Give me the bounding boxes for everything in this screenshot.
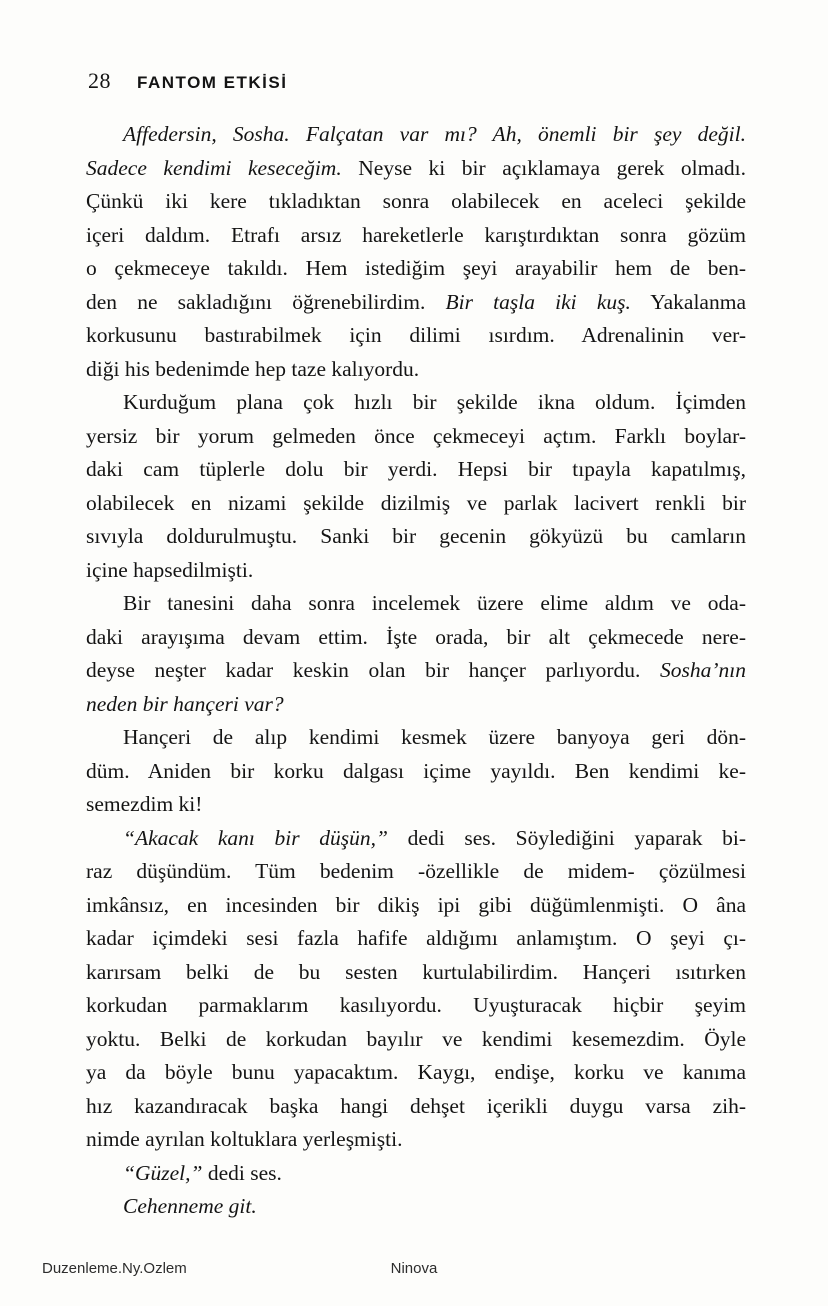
text-segment: daki arayışıma devam ettim. İşte orada, bir alt çekmecede nere- — [86, 624, 746, 649]
paragraph — [86, 587, 746, 721]
text-line — [86, 721, 746, 755]
text-line — [86, 118, 746, 152]
paragraph — [86, 386, 746, 587]
text-segment: korkudan parmaklarım kasılıyordu. Uyuşturacak hiçbir şeyim — [86, 993, 746, 1017]
text-segment: nimde ayrılan koltuklara yerleşmişti. — [86, 1127, 403, 1151]
body-text — [86, 118, 746, 1224]
italic-text-segment: Cehenneme git. — [123, 1194, 257, 1218]
italic-text-segment: Sadece kendimi keseceğim. — [86, 155, 342, 180]
text-line — [86, 1056, 746, 1090]
text-line — [86, 1190, 746, 1224]
italic-text-segment: Bir taşla iki kuş. — [445, 289, 631, 314]
text-line — [86, 755, 746, 789]
text-line — [86, 1123, 746, 1157]
text-line — [86, 286, 746, 320]
footer-watermark-center: Ninova — [390, 1260, 438, 1277]
text-segment: Yakalanma — [630, 289, 746, 314]
italic-text-segment: “Akacak kanı bir düşün,” — [123, 825, 388, 850]
text-line — [86, 621, 746, 655]
text-segment: o çekmeceye takıldı. Hem istediğim şeyi arayabilir hem de ben- — [86, 256, 746, 280]
text-segment: karırsam belki de bu sesten kurtulabilirdim. Hançeri ısıtırken — [86, 959, 746, 984]
text-line — [86, 520, 746, 554]
italic-text-segment: Sosha’nın — [660, 658, 746, 682]
text-segment: yersiz bir yorum gelmeden önce çekmeceyi açtım. Farklı boylar- — [86, 423, 746, 448]
text-segment: semezdim ki! — [86, 792, 203, 816]
text-segment: Kurduğum plana çok hızlı bir şekilde ikna oldum. İçimden — [123, 390, 746, 414]
page-number: 28 — [88, 68, 111, 93]
text-line — [86, 453, 746, 487]
text-line — [86, 654, 746, 688]
text-line — [86, 822, 746, 856]
text-segment: Hançeri de alıp kendimi kesmek üzere banyoya geri dön- — [123, 725, 746, 749]
text-segment: diği his bedenimde hep taze kalıyordu. — [86, 356, 420, 381]
text-segment: deyse neşter kadar keskin olan bir hançer parlıyordu. — [86, 658, 660, 682]
text-line — [86, 219, 746, 253]
text-segment: içine hapsedilmişti. — [86, 557, 254, 582]
italic-text-segment: Affedersin, Sosha. Falçatan var mı? Ah, önemli bir şey değil. — [123, 122, 746, 146]
text-line — [86, 989, 746, 1023]
text-line — [86, 487, 746, 521]
text-line — [86, 688, 746, 722]
footer-watermark-left: Duzenleme.Ny.Ozlem — [42, 1260, 187, 1277]
text-line — [86, 252, 746, 286]
text-line — [86, 152, 746, 186]
text-segment: hız kazandıracak başka hangi dehşet içerikli duygu varsa zih- — [86, 1093, 746, 1118]
text-line — [86, 353, 746, 387]
text-segment: düm. Aniden bir korku dalgası içime yayıldı. Ben kendimi ke- — [86, 758, 746, 783]
paragraph — [86, 822, 746, 1157]
text-segment: den ne sakladığını öğrenebilirdim. — [86, 289, 446, 314]
text-line — [86, 956, 746, 990]
text-line — [86, 554, 746, 588]
text-line — [86, 185, 746, 219]
paragraph — [86, 1190, 746, 1224]
text-segment: dedi ses. — [202, 1160, 282, 1185]
text-line — [86, 319, 746, 353]
paragraph — [86, 118, 746, 386]
text-segment: daki cam tüplerle dolu bir yerdi. Hepsi bir tıpayla kapatılmış, — [86, 457, 746, 481]
paragraph — [86, 1157, 746, 1191]
italic-text-segment: “Güzel,” — [123, 1160, 203, 1185]
text-line — [86, 922, 746, 956]
text-segment: korkusunu bastırabilmek için dilimi ısırdım. Adrenalinin ver- — [86, 323, 746, 347]
paragraph — [86, 721, 746, 822]
text-line — [86, 1157, 746, 1191]
text-segment: içeri daldım. Etrafı arsız hareketlerle karıştırdıktan sonra gözüm — [86, 222, 746, 247]
text-segment: Neyse ki bir açıklamaya gerek olmadı. — [341, 155, 746, 180]
italic-text-segment: neden bir hançeri var? — [86, 691, 284, 716]
text-line — [86, 1023, 746, 1057]
text-segment: raz düşündüm. Tüm bedenim -özellikle de midem- çözülmesi — [86, 859, 746, 883]
text-line — [86, 855, 746, 889]
text-line — [86, 386, 746, 420]
text-segment: ya da böyle bunu yapacaktım. Kaygı, endişe, korku ve kanıma — [86, 1060, 746, 1084]
page-header — [88, 68, 287, 94]
text-segment: olabilecek en nizami şekilde dizilmiş ve parlak lacivert renkli bir — [86, 490, 746, 515]
running-title: FANTOM ETKİSİ — [137, 73, 288, 92]
text-segment: yoktu. Belki de korkudan bayılır ve kendimi kesemezdim. Öyle — [86, 1026, 746, 1051]
text-segment: kadar içimdeki sesi fazla hafife aldığımı anlamıştım. O şeyi çı- — [86, 926, 746, 950]
text-line — [86, 420, 746, 454]
text-segment: sıvıyla doldurulmuştu. Sanki bir gecenin gökyüzü bu camların — [86, 524, 746, 548]
text-segment: Bir tanesini daha sonra incelemek üzere elime aldım ve oda- — [123, 591, 746, 615]
text-line — [86, 587, 746, 621]
text-line — [86, 889, 746, 923]
text-segment: Çünkü iki kere tıkladıktan sonra olabilecek en aceleci şekilde — [86, 189, 746, 213]
text-segment: dedi ses. Söylediğini yaparak bi- — [388, 825, 747, 850]
text-line — [86, 788, 746, 822]
page-footer — [0, 1260, 828, 1284]
text-segment: imkânsız, en incesinden bir dikiş ipi gibi düğümlenmişti. O âna — [86, 892, 746, 917]
text-line — [86, 1090, 746, 1124]
